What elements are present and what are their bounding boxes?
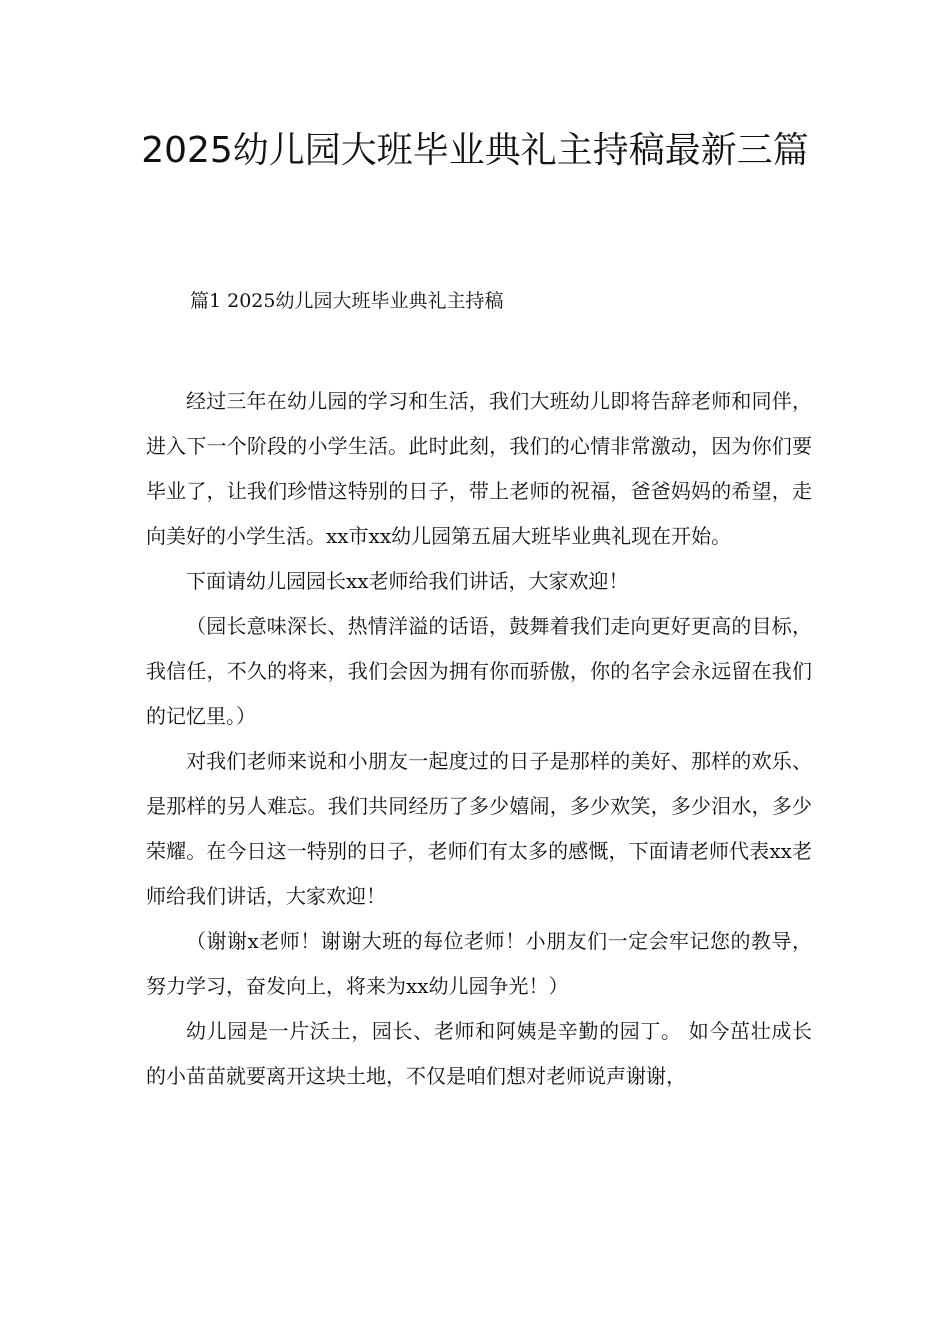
document-body — [146, 379, 812, 1099]
document-title: 2025幼儿园大班毕业典礼主持稿最新三篇 — [141, 130, 809, 171]
paragraph-teacher-intro: 对我们老师来说和小朋友一起度过的日子是那样的美好、那样的欢乐、是那样的另人难忘。我们共同经历了多少嬉闹，多少欢笑，多少泪水，多少荣耀。在今日这一特别的日子，老师们有太多的感慨，下面请老师代表xx老师给我们讲话，大家欢迎！ — [146, 749, 812, 908]
paragraph-teacher-response: （谢谢x老师！谢谢大班的每位老师！小朋友们一定会牢记您的教导，努力学习，奋发向上，将来为xx幼儿园争光！） — [146, 929, 812, 998]
paragraph-principal-intro: 下面请幼儿园园长xx老师给我们讲话，大家欢迎！ — [186, 569, 629, 593]
paragraph-gardeners: 幼儿园是一片沃土，园长、老师和阿姨是辛勤的园丁。 如今茁壮成长的小苗苗就要离开这块土地，不仅是咱们想对老师说声谢谢， — [146, 1019, 812, 1088]
paragraph-principal-response: （园长意味深长、热情洋溢的话语，鼓舞着我们走向更好更高的目标，我信任，不久的将来，我们会因为拥有你而骄傲，你的名字会永远留在我们的记忆里。） — [146, 614, 812, 728]
paragraph-opening: 经过三年在幼儿园的学习和生活，我们大班幼儿即将告辞老师和同伴，进入下一个阶段的小学生活。此时此刻，我们的心情非常激动，因为你们要毕业了，让我们珍惜这特别的日子，带上老师的祝福，爸爸妈妈的希望，走向美好的小学生活。xx市xx幼儿园第五届大班毕业典礼现在开始。 — [146, 389, 812, 548]
section-heading: 篇1 2025幼儿园大班毕业典礼主持稿 — [190, 290, 504, 312]
